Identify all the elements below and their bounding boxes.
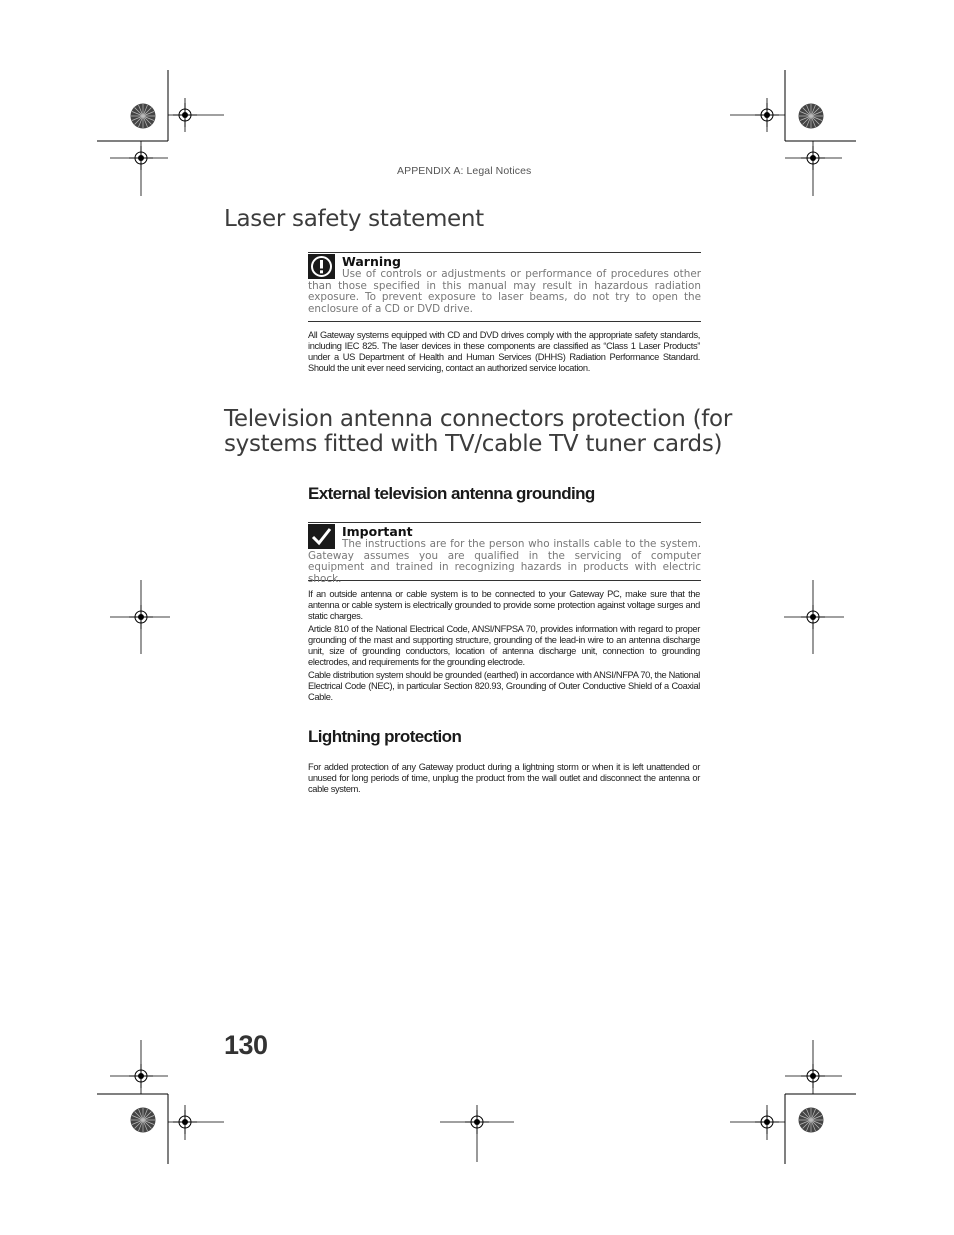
lightning-protection-title: Lightning protection <box>308 727 462 746</box>
page-number: 130 <box>224 1030 268 1060</box>
grounding-paragraph-3: Cable distribution system should be grounded (earthed) in accordance with ANSI/NFPA 70, the National Electrical Code (NEC), in particular Section 820.93, Grounding of Outer Conductive Shield of a Coaxial Cable. <box>308 670 700 702</box>
laser-section-title: Laser safety statement <box>224 206 484 232</box>
warning-label: Warning <box>342 254 401 269</box>
laser-paragraph: All Gateway systems equipped with CD and DVD drives comply with the appropriate safety standards, including IEC 825. The laser devices in these components are classified as “Class 1 Laser Products” under a US Department of Health and Human Services (DHHS) Radiation Performance Standard. Should the unit ever need servicing, contact an authorized service location. <box>308 330 700 373</box>
important-callout <box>308 522 701 586</box>
tv-antenna-section-title: Television antenna connectors protection (for systems fitted with TV/cable TV tuner cards) <box>224 406 732 457</box>
important-text: The instructions are for the person who installs cable to the system. Gateway assumes you are qualified in the servicing of computer equipment and trained in recognizing hazards in products with electric shock. <box>308 538 701 586</box>
external-antenna-grounding-title: External television antenna grounding <box>308 484 595 503</box>
grounding-paragraph-2: Article 810 of the National Electrical Code, ANSI/NFPSA 70, provides information with regard to proper grounding of the mast and supporting structure, grounding of the lead-in wire to an antenna discharge unit, size of grounding conductors, location of antenna discharge unit, connection to grounding electrodes, and requirements for the grounding electrode. <box>308 624 700 667</box>
running-head: APPENDIX A: Legal Notices <box>397 165 532 177</box>
important-label: Important <box>342 524 413 539</box>
warning-callout <box>308 252 701 322</box>
grounding-paragraph-1: If an outside antenna or cable system is to be connected to your Gateway PC, make sure that the antenna or cable system is electrically grounded to provide some protection against voltage surges and static charges. <box>308 589 700 621</box>
lightning-paragraph: For added protection of any Gateway product during a lightning storm or when it is left unattended or unused for long periods of time, unplug the product from the wall outlet and disconnect the antenna or cable system. <box>308 762 700 794</box>
warning-text: Use of controls or adjustments or performance of procedures other than those specified in this manual may result in hazardous radiation exposure. To prevent exposure to laser beams, do not try to open the enclosure of a CD or DVD drive. <box>308 268 701 316</box>
